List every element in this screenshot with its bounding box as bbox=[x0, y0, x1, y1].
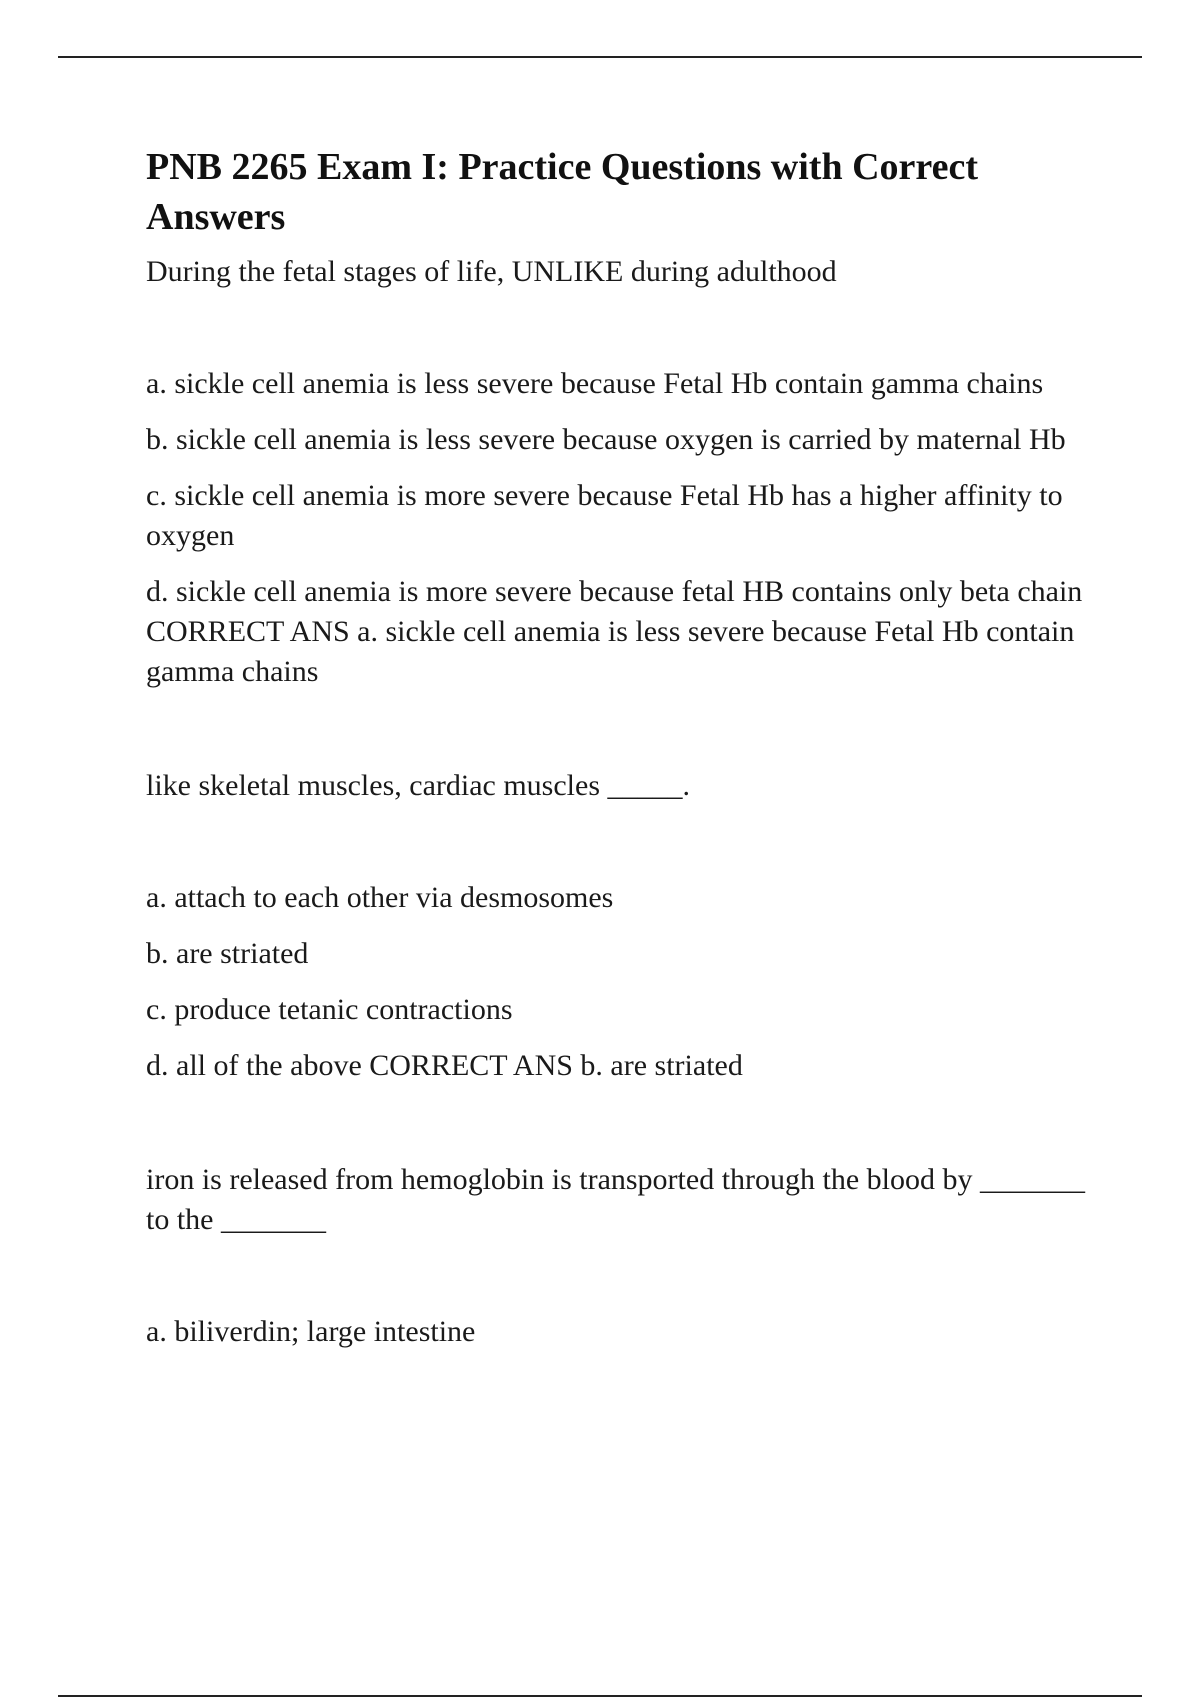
question-prompt: like skeletal muscles, cardiac muscles _____. bbox=[146, 769, 690, 802]
answer-option: a. biliverdin; large intestine bbox=[146, 1315, 476, 1348]
answer-options bbox=[146, 878, 1106, 1086]
answer-option: a. sickle cell anemia is less severe because Fetal Hb contain gamma chains bbox=[146, 367, 1044, 400]
answer-options bbox=[146, 364, 1106, 692]
document-title: PNB 2265 Exam I: Practice Questions with Correct Answers bbox=[146, 146, 978, 238]
question-prompt: iron is released from hemoglobin is transported through the blood by _______ to the _______ bbox=[146, 1163, 1086, 1236]
question-prompt: During the fetal stages of life, UNLIKE during adulthood bbox=[146, 255, 837, 288]
answer-option: b. sickle cell anemia is less severe because oxygen is carried by maternal Hb bbox=[146, 423, 1066, 456]
question-block bbox=[146, 252, 1106, 692]
question-block bbox=[146, 766, 1106, 1086]
answer-options bbox=[146, 1312, 1106, 1352]
document-body bbox=[146, 142, 1106, 1368]
answer-option: b. are striated bbox=[146, 937, 309, 970]
answer-option: d. sickle cell anemia is more severe because fetal HB contains only beta chain CORRECT ANS a. sickle cell anemia is less severe because Fetal Hb contain gamma chains bbox=[146, 575, 1083, 688]
top-divider bbox=[58, 56, 1142, 58]
answer-option: a. attach to each other via desmosomes bbox=[146, 881, 614, 914]
bottom-divider bbox=[58, 1695, 1142, 1697]
answer-option: c. sickle cell anemia is more severe because Fetal Hb has a higher affinity to oxygen bbox=[146, 479, 1063, 552]
answer-option: d. all of the above CORRECT ANS b. are striated bbox=[146, 1049, 743, 1082]
answer-option: c. produce tetanic contractions bbox=[146, 993, 513, 1026]
question-block bbox=[146, 1160, 1106, 1352]
